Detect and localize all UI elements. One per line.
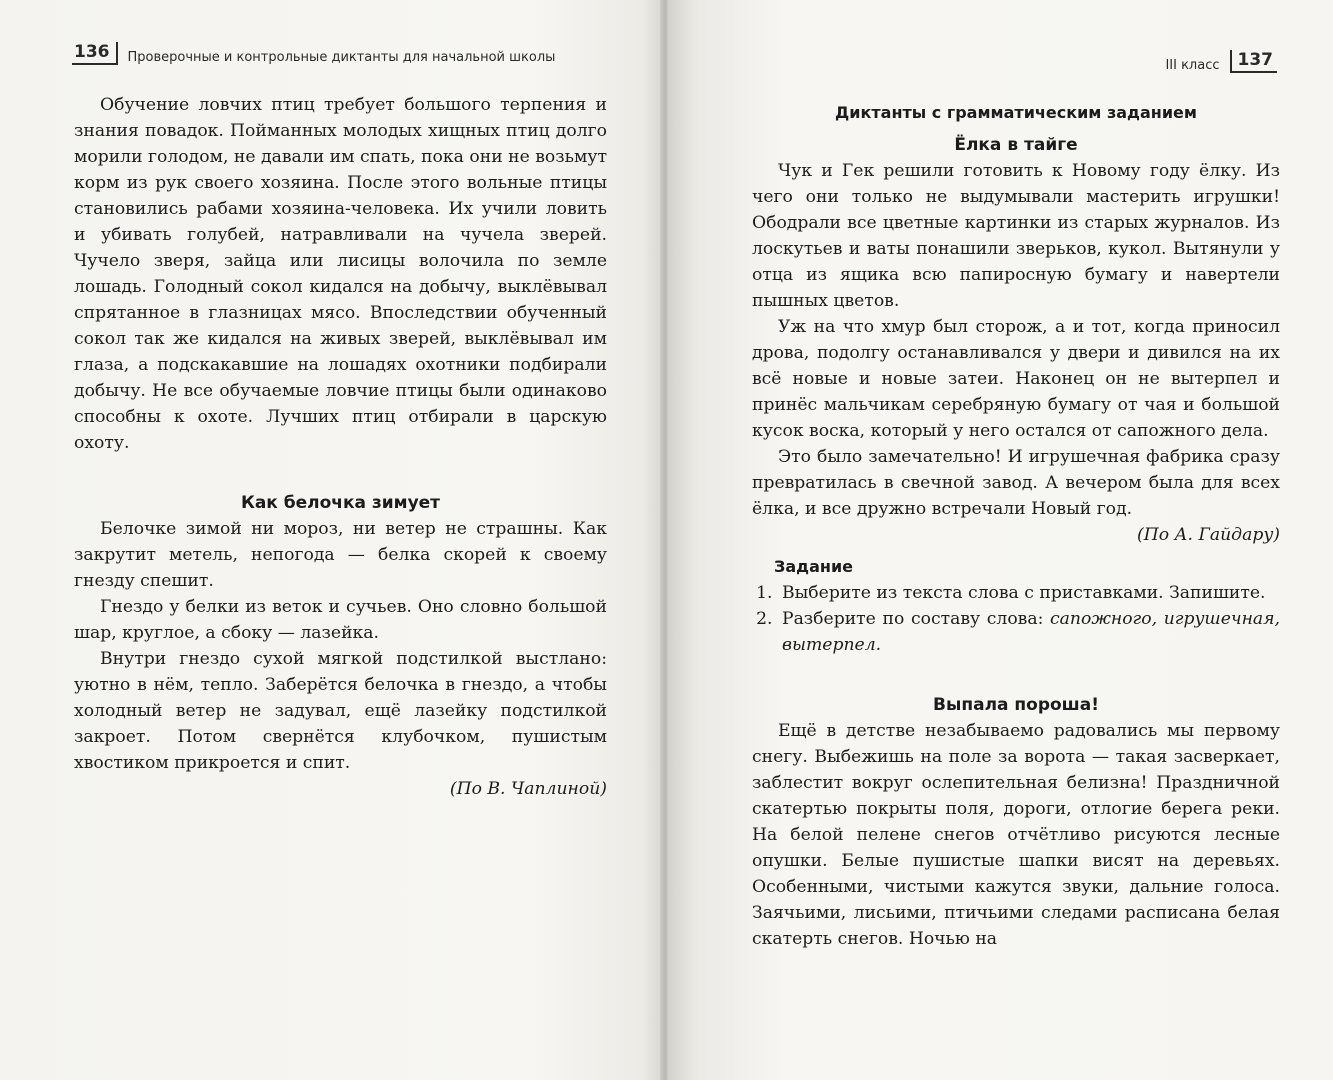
left-body: [74, 92, 607, 802]
right-body: [752, 100, 1280, 952]
story1-paragraph: Чук и Гек решили готовить к Новому году ёлку. Из чего они только не выдумывали мастерить игрушки! Ободрали все цветные картинки из старых журналов. Из лоскутьев и ваты понашили зверьков, кукол. Вытянули у отца из ящика всю папиросную бумагу и навертели пышных цветов.: [752, 161, 1280, 311]
left-running-head-text: Проверочные и контрольные диктанты для начальной школы: [127, 50, 556, 65]
right-running-head: [1165, 50, 1277, 73]
section-title: Диктанты с грамматическим заданием: [835, 103, 1197, 122]
left-page: [0, 0, 662, 1080]
story-paragraph: Гнездо у белки из веток и сучьев. Оно словно большой шар, круглое, а сбоку — лазейка.: [74, 597, 607, 643]
story1-paragraph: Уж на что хмур был сторож, а и тот, когда приносил дрова, подолгу останавливался у двери и дивился на их всё новые и новые затеи. Наконец он не вытерпел и принёс мальчикам серебряную бумагу от чая и большой кусок воска, который у него остался от сапожного дела.: [752, 317, 1280, 441]
story2-title: Выпала пороша!: [933, 695, 1099, 715]
left-running-head: [72, 42, 555, 65]
intro-paragraph: Обучение ловчих птиц требует большого терпения и знания повадок. Пойманных молодых хищных птиц долго морили голодом, не давали им спать, пока они не возьмут корм из рук своего хозяина. После этого вольные птицы становились рабами хозяина-человека. Их учили ловить и убивать голубей, натравливали на чучела зверей. Чучело зверя, зайца или лисицы волочила по земле лошадь. Голодный сокол кидался на добычу, выклёвывал спрятанное в глазницах мясо. Впоследствии обученный сокол так же кидался на живых зверей, выклёвывал им глаза, а подскакавшие на лошадях охотники подбирали добычу. Не все обучаемые ловчие птицы были одинаково способны к охоте. Лучших птиц отбирали в царскую охоту.: [74, 95, 607, 453]
story1-title: Ёлка в тайге: [954, 135, 1078, 155]
story-author: (По В. Чаплиной): [449, 779, 607, 799]
task-list: [752, 580, 1280, 658]
task2-lead: Разберите по составу слова:: [782, 609, 1051, 629]
task2-words: сапожного, игрушечная, вытерпел.: [782, 609, 1280, 655]
story2-paragraph: Ещё в детстве незабываемо радовались мы первому снегу. Выбежишь на поле за ворота — такая засверкает, заблестит вокруг ослепительная белизна! Праздничной скатертью покрыты поля, дороги, отлогие берега реки. На белой пелене снегов отчётливо рисуются лесные опушки. Белые пушистые шапки висят на деревьях. Особенными, чистыми кажутся звуки, дальние голоса. Заячьими, лисьими, птичьими следами расписана белая скатерть снегов. Ночью на: [752, 721, 1280, 949]
left-page-number: 136: [72, 42, 118, 65]
task-heading: Задание: [774, 557, 853, 576]
right-running-head-text: III класс: [1165, 58, 1220, 73]
task-item: [778, 606, 1280, 658]
story1-author: (По А. Гайдару): [1137, 525, 1280, 545]
task-item: [778, 580, 1280, 606]
story-title: Как белочка зимует: [240, 493, 441, 513]
story1-paragraph: Это было замечательно! И игрушечная фабрика сразу превратилась в свечной завод. А вечером была для всех ёлка, и все дружно встречали Новый год.: [752, 447, 1280, 519]
story-paragraph: Внутри гнездо сухой мягкой подстилкой выстлано: уютно в нём, тепло. Заберётся белочка в гнездо, а чтобы холодный ветер не задувал, ещё лазейку подстилкой закроет. Потом свернётся клубочком, пушистым хвостиком прикроется и спит.: [74, 649, 607, 773]
right-page-number: 137: [1230, 50, 1278, 73]
story-paragraph: Белочке зимой ни мороз, ни ветер не страшны. Как закрутит метель, непогода — белка скорей к своему гнезду спешит.: [74, 519, 607, 591]
task1-text: Выберите из текста слова с приставками. Запишите.: [782, 583, 1266, 603]
right-page: [668, 0, 1333, 1080]
